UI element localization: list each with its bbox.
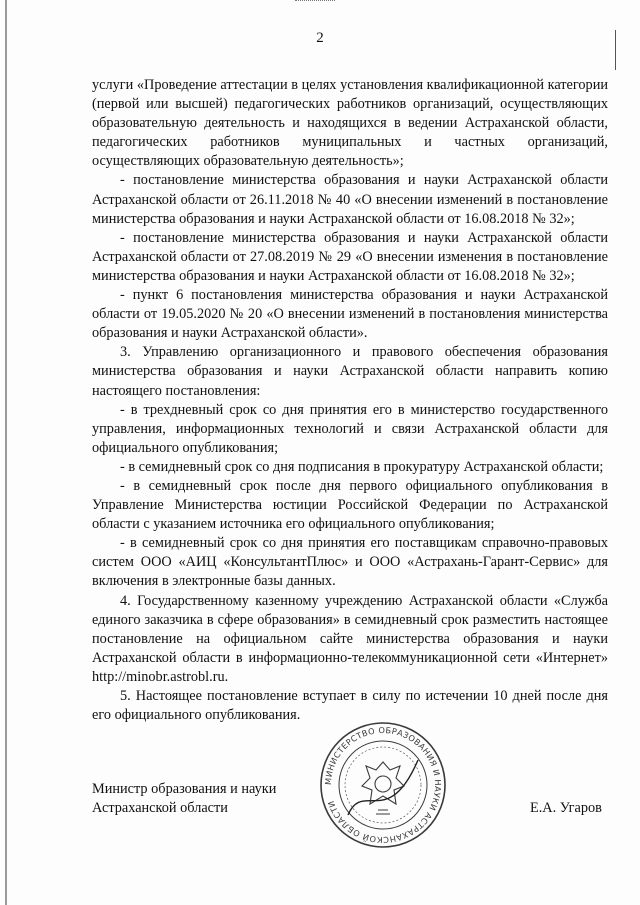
paragraph-item: - постановление министерства образования и науки Астраханской области Астраханской области от 27.08.2019 № 29 «О внесении изменения в постановление министерства образования и науки Астраханской области от 16.08.2018 № 32»;	[92, 229, 608, 284]
scan-top-mark	[295, 0, 335, 5]
signatory-name: Е.А. Угаров	[530, 800, 602, 816]
signatory-title-line2: Астраханской области	[92, 800, 228, 816]
paragraph-item: - в семидневный срок после дня первого официального опубликования в Управление Министерства юстиции Российской Федерации по Астраханской области с указанием источника его официального опубликования;	[92, 477, 608, 533]
page-number: 2	[316, 30, 324, 46]
scan-edge-left	[5, 0, 7, 905]
paragraph-clause-4: 4. Государственному казенному учреждению Астраханской области «Служба единого заказчика в сфере образования» в семидневный срок разместить настоящее постановление на официальном сайте министерства образования и науки Астраханской области в информационно-телекоммуникационной сети «Интернет» http://minobr.astrobl.ru.	[92, 592, 608, 685]
paragraph-continuation: услуги «Проведение аттестации в целях установления квалификационной категории (первой или высшей) педагогических работников организаций, осуществляющих образовательную деятельность и находящихся в ведении Астраханской области, педагогических работников муниципальных и частных организаций, осуществляющих образовательную деятельность»;	[92, 77, 608, 170]
official-seal	[318, 720, 448, 850]
paragraph-item: - пункт 6 постановления министерства образования и науки Астраханской области от 19.05.2020 № 20 «О внесении изменений в постановления министерства образования и науки Астраханской области».	[92, 287, 608, 342]
paragraph-item: - в семидневный срок со дня принятия его поставщикам справочно-правовых систем ООО «АИЦ «КонсультантПлюс» и ООО «Астрахань-Гарант-Сервис» для включения в электронные базы данных.	[92, 535, 608, 590]
paragraph-item: - постановление министерства образования и науки Астраханской области Астраханской области от 26.11.2018 № 40 «О внесении изменений в постановление министерства образования и науки Астраханской области от 16.08.2018 № 32»;	[92, 172, 608, 227]
paragraph-clause-5: 5. Настоящее постановление вступает в силу по истечении 10 дней после дня его официального опубликования.	[92, 688, 608, 724]
paragraph-clause-3: 3. Управлению организационного и правового обеспечения образования министерства образования и науки Астраханской области направить копию настоящего постановления:	[92, 344, 608, 399]
paragraph-item: - в семидневный срок со дня подписания в прокуратуру Астраханской области;	[120, 458, 604, 475]
paragraph-item: - в трехдневный срок со дня принятия его в министерство государственного управления, информационных технологий и связи Астраханской области для официального опубликования;	[92, 401, 608, 456]
document-body	[92, 76, 608, 725]
seal-text: МИНИСТЕРСТВО ОБРАЗОВАНИЯ И НАУКИ АСТРАХАНСКОЙ ОБЛАСТИ	[322, 724, 444, 846]
signatory-title-line1: Министр образования и науки	[92, 781, 277, 797]
signatory-title	[92, 780, 276, 818]
svg-text:МИНИСТЕРСТВО ОБРАЗОВАНИЯ И НАУ	[323, 725, 443, 845]
